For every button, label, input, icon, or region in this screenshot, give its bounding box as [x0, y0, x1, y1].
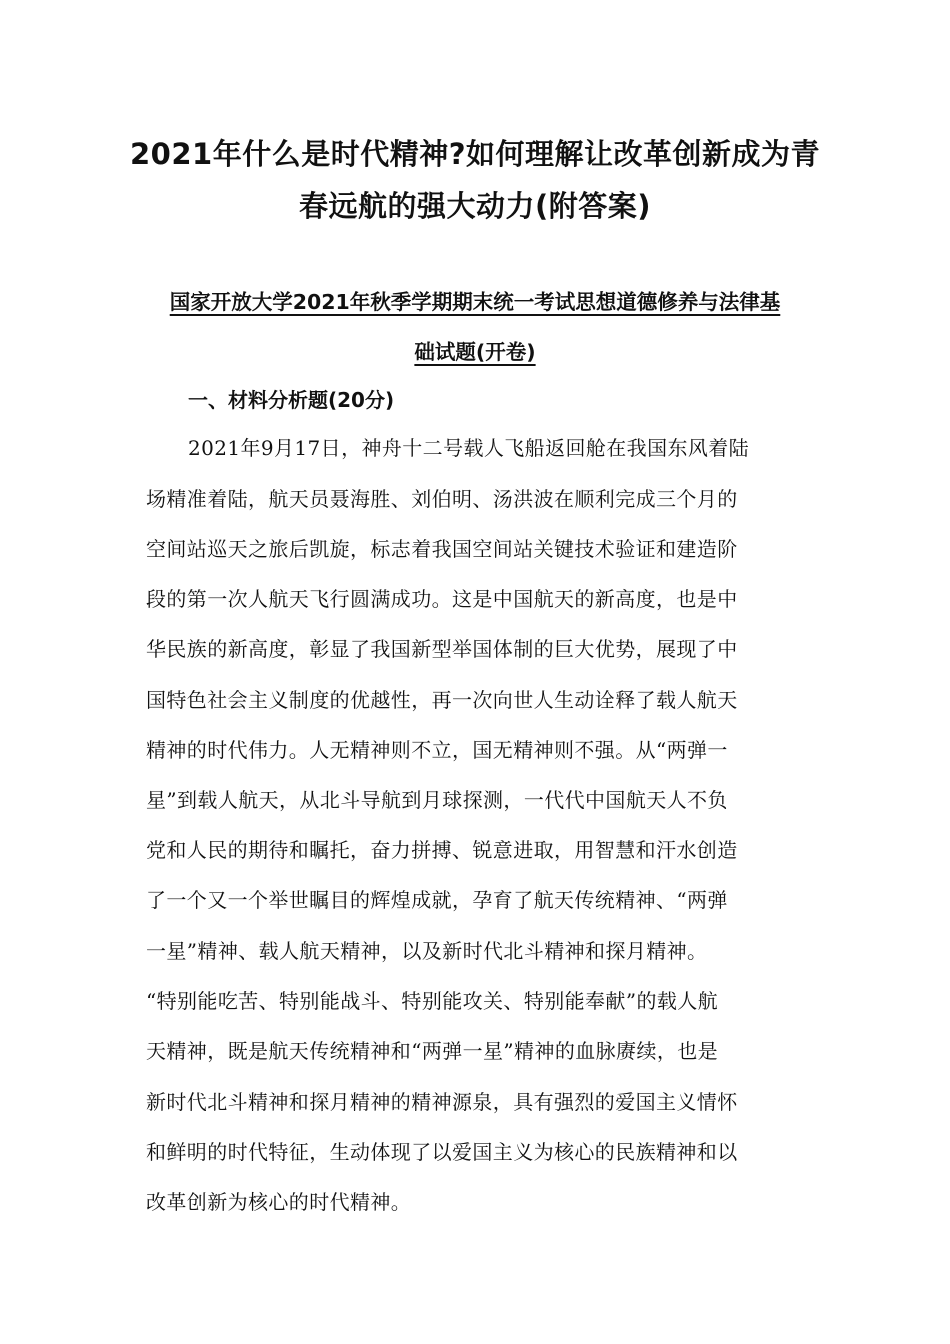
body-line: 场精准着陆，航天员聂海胜、刘伯明、汤洪波在顺利完成三个月的: [146, 487, 738, 511]
exam-subtitle-text-2: 础试题(开卷): [414, 340, 536, 364]
body-line: 华民族的新高度，彰显了我国新型举国体制的巨大优势，展现了中: [146, 637, 738, 661]
body-line: 段的第一次人航天飞行圆满成功。这是中国航天的新高度，也是中: [146, 587, 738, 611]
body-line: 天精神，既是航天传统精神和“两弹一星”精神的血脉赓续，也是: [146, 1039, 719, 1063]
body-line: 国特色社会主义制度的优越性，再一次向世人生动诠释了载人航天: [146, 688, 738, 712]
body-line: 2021年9月17日，神舟十二号载人飞船返回舱在我国东风着陆: [188, 436, 750, 460]
body-line: 星”到载人航天，从北斗导航到月球探测，一代代中国航天人不负: [146, 788, 728, 812]
document-title-line-2: 春远航的强大动力(附答案): [298, 189, 651, 223]
exam-subtitle-line-2: [140, 337, 810, 367]
exam-subtitle-text-1: 国家开放大学2021年秋季学期期末统一考试思想道德修养与法律基: [169, 290, 781, 314]
body-line: 和鲜明的时代特征，生动体现了以爱国主义为核心的民族精神和以: [146, 1140, 738, 1164]
document-title-line-1: 2021年什么是时代精神?如何理解让改革创新成为青: [130, 137, 821, 171]
body-line: 新时代北斗精神和探月精神的精神源泉，具有强烈的爱国主义情怀: [146, 1090, 738, 1114]
body-line: “特别能吃苦、特别能战斗、特别能攻关、特别能奉献”的载人航: [146, 989, 719, 1013]
body-line: 了一个又一个举世瞩目的辉煌成就，孕育了航天传统精神、“两弹: [146, 888, 728, 912]
exam-subtitle-line-1: [140, 287, 810, 317]
body-line: 改革创新为核心的时代精神。: [146, 1190, 412, 1214]
body-line: 党和人民的期待和瞩托，奋力拼搏、锐意进取，用智慧和汗水创造: [146, 838, 738, 862]
body-line: 精神的时代伟力。人无精神则不立，国无精神则不强。从“两弹一: [146, 738, 728, 762]
section-heading: 一、材料分析题(20分): [188, 388, 395, 412]
body-line: 一星”精神、载人航天精神，以及新时代北斗精神和探月精神。: [146, 939, 708, 963]
body-line: 空间站巡天之旅后凯旋，标志着我国空间站关键技术验证和建造阶: [146, 537, 738, 561]
